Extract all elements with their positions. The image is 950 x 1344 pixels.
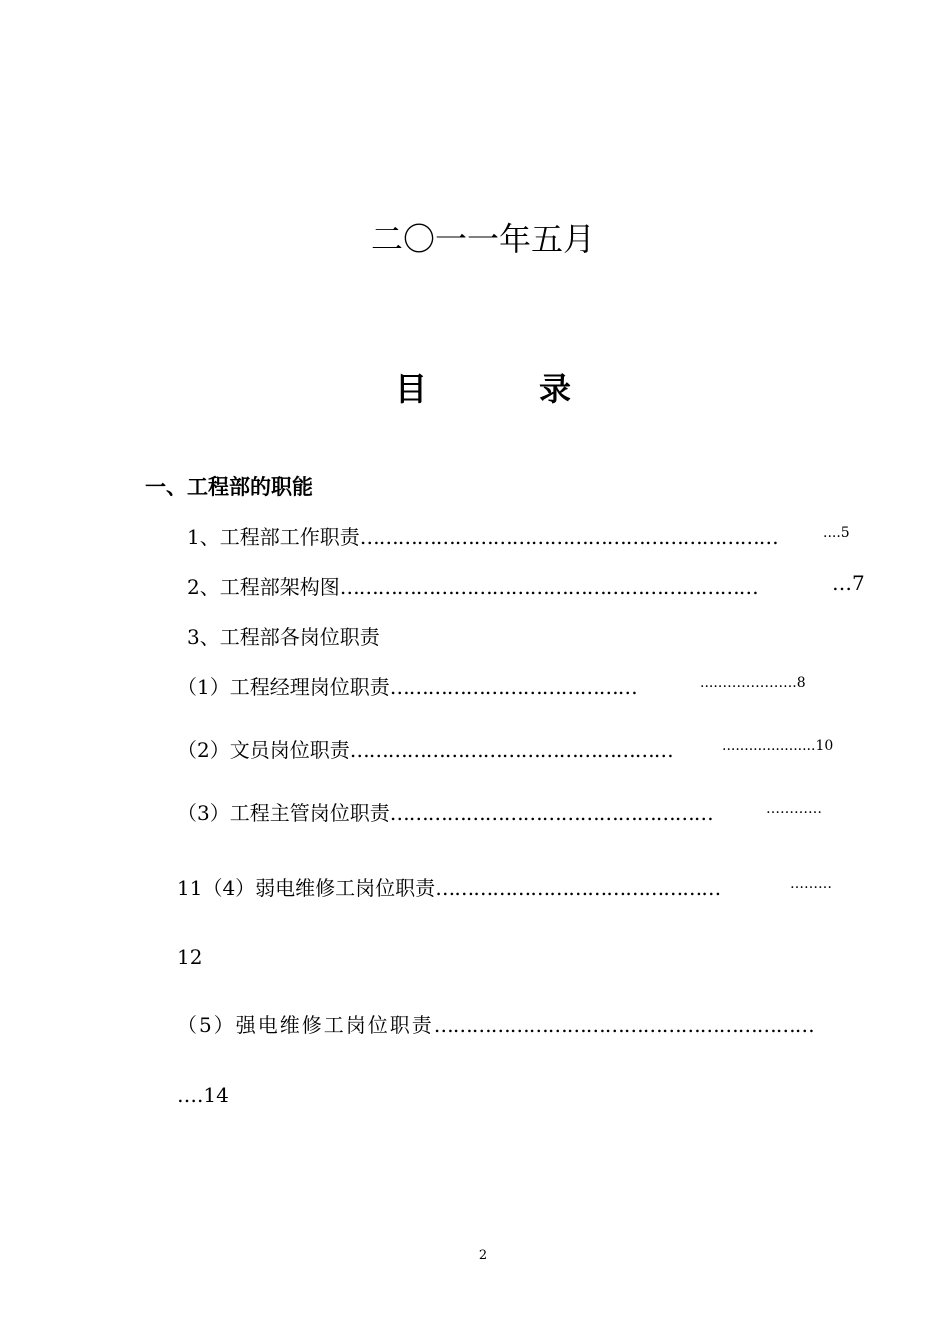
toc-entry bbox=[177, 1083, 229, 1107]
toc-entry bbox=[177, 1009, 814, 1038]
toc-entry-label: 1、工程部工作职责 bbox=[187, 525, 360, 549]
toc-entry-page: ....……………..8 bbox=[700, 675, 806, 691]
toc-entry-leader: …………………………………………… bbox=[349, 738, 673, 762]
toc-entry-page: .....................10 bbox=[722, 738, 834, 754]
toc-entry-leader: ………………………………… bbox=[389, 675, 637, 699]
toc-entry-page: …7 bbox=[832, 571, 865, 595]
toc-entry-leader: ………………………………………………………… bbox=[339, 575, 758, 599]
toc-title bbox=[0, 364, 950, 410]
toc-entry-label: 2、工程部架构图 bbox=[187, 575, 340, 599]
toc-entry-label: （5）强电维修工岗位职责 bbox=[177, 1013, 434, 1037]
toc-entry-label: ….14 bbox=[177, 1083, 229, 1107]
toc-entry-label: （1）工程经理岗位职责 bbox=[177, 675, 390, 699]
toc-entry-label: （2）文员岗位职责 bbox=[177, 738, 350, 762]
toc-entry-label: （3）工程主管岗位职责 bbox=[177, 801, 390, 825]
toc-entry bbox=[177, 671, 637, 700]
toc-entry-page: ……… bbox=[790, 876, 832, 892]
toc-entry-label: 11（4）弱电维修工岗位职责 bbox=[177, 876, 436, 900]
toc-entry bbox=[177, 734, 673, 763]
toc-entry bbox=[187, 571, 758, 600]
toc-entry bbox=[177, 797, 713, 826]
toc-title-left: 目 bbox=[394, 370, 427, 408]
toc-entry-leader: …………………………………………… bbox=[389, 801, 713, 825]
toc-entry bbox=[177, 872, 720, 901]
toc-entry-leader: ………………………………………………………… bbox=[359, 525, 778, 549]
page-number: 2 bbox=[478, 1248, 488, 1263]
toc-entry-label: 12 bbox=[177, 945, 203, 969]
toc-entry bbox=[187, 521, 778, 550]
toc-entry-leader: ……………………………………… bbox=[435, 876, 721, 900]
toc-section-heading: 一、工程部的职能 bbox=[145, 475, 313, 499]
toc-title-right: 录 bbox=[539, 370, 572, 408]
toc-entry-page: ………… bbox=[766, 801, 822, 817]
document-date: 二〇一一年五月 bbox=[370, 220, 595, 258]
toc-entry bbox=[187, 621, 380, 650]
toc-entry bbox=[177, 945, 202, 969]
toc-entry-label: 3、工程部各岗位职责 bbox=[187, 625, 380, 649]
toc-entry-page: ....5 bbox=[823, 525, 850, 541]
toc-entry-leader: …………………………………………………… bbox=[433, 1013, 814, 1037]
